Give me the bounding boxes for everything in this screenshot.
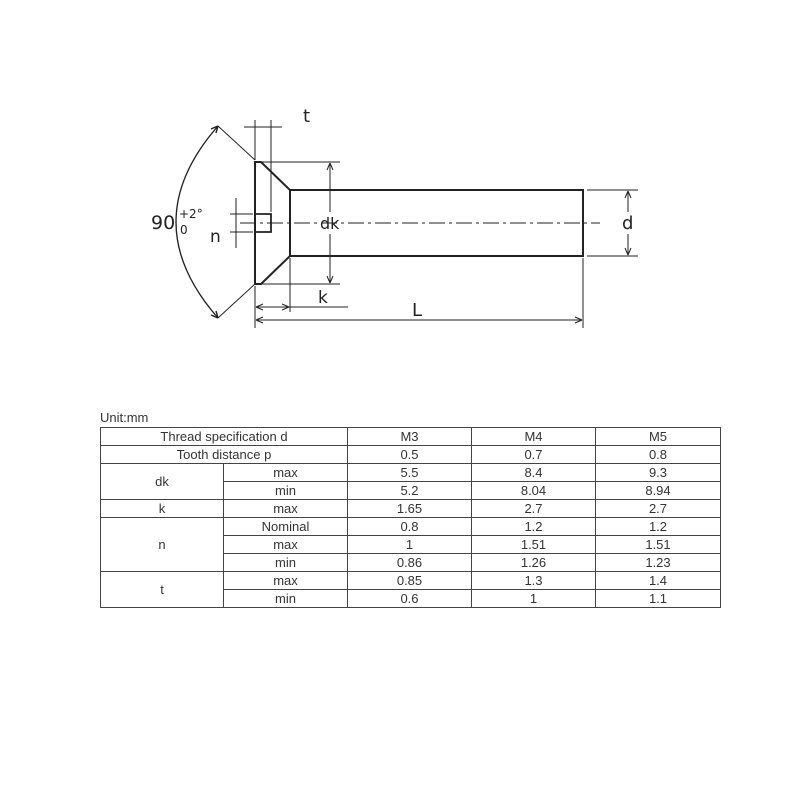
label-dk: dk [320,214,340,233]
k-label: k [101,500,224,518]
table-cell: 5.5 [348,464,472,482]
table-row [101,428,721,446]
label-angle-upper: +2° [179,207,203,221]
table-row [101,464,721,482]
table-cell: 0.8 [348,518,472,536]
sub-label: min [224,482,348,500]
table-row [101,572,721,590]
table-cell: 9.3 [596,464,721,482]
table-cell: 1.51 [472,536,596,554]
table-row [101,446,721,464]
spec-table [100,427,721,608]
table-cell: 1.4 [596,572,721,590]
table-cell: 1.2 [472,518,596,536]
table-cell: 1.3 [472,572,596,590]
table-cell: 8.94 [596,482,721,500]
table-cell: 1.26 [472,554,596,572]
table-cell: 2.7 [596,500,721,518]
header-size: M4 [472,428,596,446]
label-angle: 90 [151,212,176,234]
label-L: L [412,300,423,321]
sub-label: min [224,590,348,608]
dk-label: dk [101,464,224,500]
pitch-label: Tooth distance p [101,446,348,464]
table-row [101,500,721,518]
table-cell: 1.2 [596,518,721,536]
n-label: n [101,518,224,572]
table-cell: 8.4 [472,464,596,482]
sub-label: max [224,536,348,554]
table-cell: 8.04 [472,482,596,500]
label-d: d [622,213,634,234]
table-cell: 0.8 [596,446,721,464]
table-cell: 1.51 [596,536,721,554]
table-cell: 1.23 [596,554,721,572]
header-size: M3 [348,428,472,446]
table-cell: 1.1 [596,590,721,608]
table-cell: 1.65 [348,500,472,518]
label-t: t [303,106,311,127]
t-label: t [101,572,224,608]
table-cell: 0.5 [348,446,472,464]
label-k: k [318,288,328,308]
table-cell: 1 [348,536,472,554]
table-row [101,518,721,536]
sub-label: max [224,464,348,482]
table-cell: 1 [472,590,596,608]
table-cell: 0.85 [348,572,472,590]
angle-arc [176,126,218,318]
unit-label: Unit:mm [100,410,149,425]
header-size: M5 [596,428,721,446]
label-n: n [210,227,221,247]
table-cell: 5.2 [348,482,472,500]
sub-label: Nominal [224,518,348,536]
sub-label: min [224,554,348,572]
table-cell: 0.7 [472,446,596,464]
sub-label: max [224,500,348,518]
header-label: Thread specification d [101,428,348,446]
sub-label: max [224,572,348,590]
table-cell: 0.86 [348,554,472,572]
label-angle-lower: 0 [180,223,188,237]
table-cell: 0.6 [348,590,472,608]
table-cell: 2.7 [472,500,596,518]
